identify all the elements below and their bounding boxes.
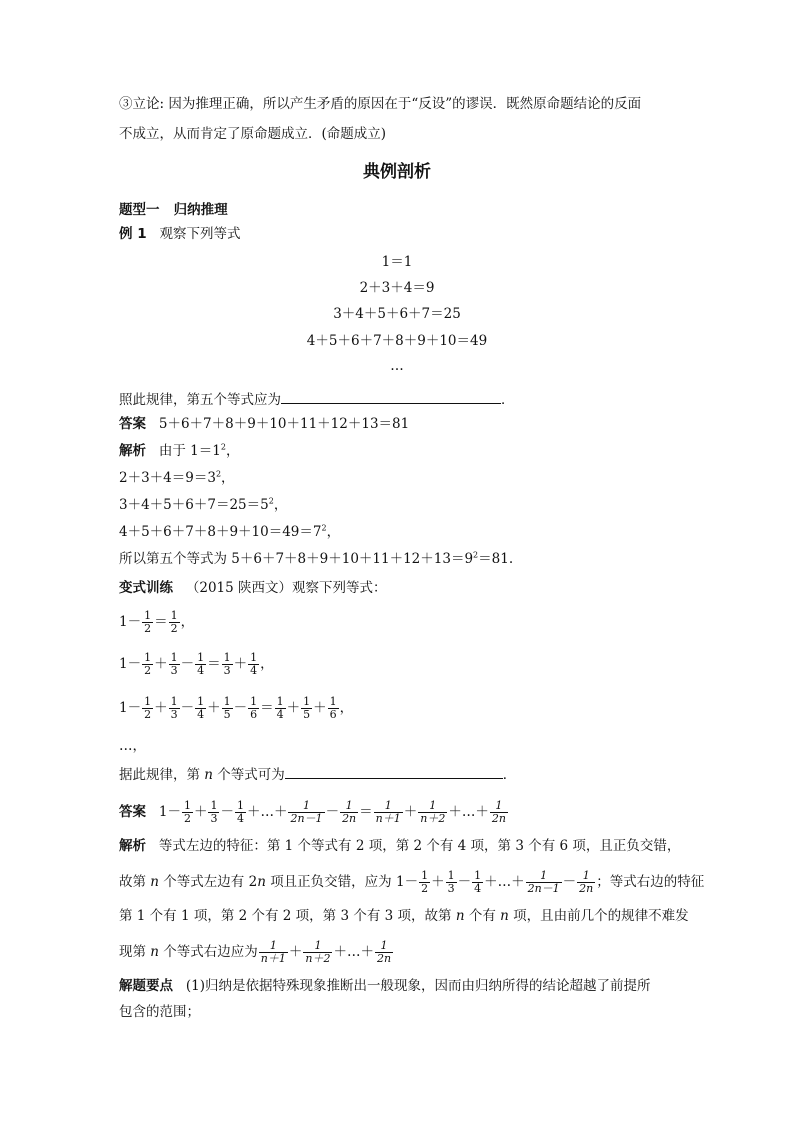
tips-label: 解题要点 (119, 978, 173, 994)
variant-analysis-3: 第 1 个有 1 项，第 2 个有 2 项，第 3 个有 3 项，故第 n 个有 n 项，且由前几个的规律不难发 (119, 908, 689, 924)
variant-analysis-4: 现第 n 个等式右边应为 $\frac{1}{n+1}$ ＋ $\frac{1}{n+2}$ ＋…＋ $\frac{1}{2n}$ (119, 939, 392, 965)
variant-analysis-2: 故第 n 个等式左边有 2n 项且正负交错，应为 1－ $\frac{1}{2}$ ＋ $\frac{1}{3}$ － $\frac{1}{4}$ ＋…＋ $\frac{1}{2n-1}$ － $\frac{1}{2n}$ ；等式右边的特征 (119, 869, 705, 895)
fraction: $\frac{1}{6}$ (329, 695, 337, 721)
superscript: 2 (268, 496, 274, 506)
term: ＋ (233, 656, 248, 672)
fraction: $\frac{1}{3}$ (223, 651, 231, 677)
tips-line-1 (119, 978, 651, 994)
analysis-line-3 (119, 497, 287, 513)
term: ＝ (207, 656, 221, 672)
question-end: ． (502, 767, 517, 783)
example1-answer (119, 416, 409, 432)
fraction: $\frac{1}{4}$ (197, 695, 205, 721)
fraction: $\frac{1}{2n}$ (342, 799, 357, 825)
term: ＋ (154, 656, 168, 672)
superscript: 2 (473, 550, 479, 560)
example1-label: 例 1 (119, 226, 147, 242)
term: ＝ (154, 614, 168, 630)
intro-line-2: 不成立，从而肯定了原命题成立．(命题成立) (119, 126, 387, 142)
variant-answer: 答案 1－ $\frac{1}{2}$ ＋ $\frac{1}{3}$ － $\frac{1}{4}$ ＋…＋ $\frac{1}{2n-1}$ － $\frac{1}{2n}$ ＝ $\frac{1}{n+1}$ ＋ $\frac{1}{n+2}$ ＋…＋ $\frac{1}{2n}$ (119, 799, 506, 825)
fraction: $\frac{1}{4}$ (250, 651, 258, 677)
type1-name: 归纳推理 (173, 202, 228, 218)
variant-eq-1 (119, 610, 194, 635)
analysis-label: 解析 (119, 443, 146, 459)
fraction: $\frac{1}{2}$ (183, 799, 191, 825)
fraction: $\frac{1}{n+2}$ (305, 939, 331, 965)
answer-blank[interactable] (281, 390, 501, 404)
fraction: $\frac{1}{3}$ (170, 651, 178, 677)
analysis-line-5 (119, 551, 513, 567)
analysis-line-1 (119, 443, 239, 459)
analysis-text: 3＋4＋5＋6＋7＝25＝5 (119, 497, 269, 513)
analysis-text: 由于 1＝1 (158, 443, 221, 459)
fraction: $\frac{1}{2n-1}$ (290, 799, 323, 825)
fraction: $\frac{1}{n+1}$ (260, 939, 286, 965)
fraction: $\frac{1}{2}$ (170, 609, 178, 635)
fraction: $\frac{1}{3}$ (170, 695, 178, 721)
example1-heading (119, 226, 240, 242)
answer-blank[interactable] (285, 765, 503, 779)
fraction: $\frac{1}{6}$ (250, 695, 258, 721)
question-text: 个等式可为 (217, 767, 285, 783)
fraction: $\frac{1}{2}$ (144, 651, 152, 677)
variant-question (119, 765, 516, 783)
question-text: 据此规律，第 (119, 767, 200, 783)
punct: ， (260, 656, 274, 672)
variant-ellipsis: …， (119, 738, 146, 754)
section-title: 典例剖析 (363, 162, 431, 182)
term: － (180, 656, 195, 672)
punct: ， (326, 524, 341, 540)
fraction: $\frac{1}{2n}$ (491, 799, 506, 825)
analysis-text: 所以第五个等式为 5＋6＋7＋8＋9＋10＋11＋12＋13＝9 (119, 551, 474, 567)
equation-ellipsis: … (390, 358, 404, 374)
question-text: 照此规律，第五个等式应为 (119, 392, 281, 408)
equation-2: 2＋3＋4＝9 (359, 280, 435, 296)
fraction: $\frac{1}{2n}$ (579, 869, 594, 895)
answer-label: 答案 (119, 416, 146, 432)
fraction: $\frac{1}{2}$ (144, 609, 152, 635)
question-end: ． (501, 392, 515, 408)
term: 1－ (119, 700, 142, 716)
analysis-text: 等式左边的特征：第 1 个等式有 2 项，第 2 个有 4 项，第 3 个有 6 项，且正负交错， (158, 838, 681, 854)
fraction: $\frac{1}{n+1}$ (375, 799, 401, 825)
equation-4: 4＋5＋6＋7＋8＋9＋10＝49 (306, 333, 488, 349)
type1-heading (119, 202, 228, 218)
tips-line-2: 包含的范围； (119, 1004, 200, 1020)
punct: ， (225, 443, 240, 459)
superscript: 2 (321, 523, 327, 533)
variant-analysis-1 (119, 838, 680, 854)
equation-1: 1＝1 (381, 254, 413, 270)
intro-line-1: ③立论: 因为推理正确，所以产生矛盾的原因在于“反设”的谬误．既然原命题结论的反面 (119, 96, 642, 112)
fraction: $\frac{1}{4}$ (197, 651, 205, 677)
variant-eq-2 (119, 652, 274, 677)
analysis-text: 2＋3＋4＝9＝3 (119, 470, 216, 486)
variant-source: （2015 陕西文）观察下列等式： (185, 580, 387, 596)
example1-text: 观察下列等式 (159, 226, 241, 242)
superscript: 2 (215, 469, 222, 479)
punct: ， (221, 470, 235, 486)
fraction: $\frac{1}{3}$ (210, 799, 218, 825)
fraction: $\frac{1}{2n}$ (376, 939, 392, 965)
fraction: $\frac{1}{4}$ (276, 695, 284, 721)
analysis-line-4 (119, 524, 340, 540)
variant-heading (119, 580, 387, 596)
fraction: $\frac{1}{4}$ (236, 799, 244, 825)
punct: ， (180, 614, 195, 630)
analysis-line-2 (119, 470, 235, 486)
variant-eq-3: 1－ $\frac{1}{2}$ ＋ $\frac{1}{3}$ － $\frac{1}{4}$ ＋ $\frac{1}{5}$ － $\frac{1}{6}$ ＝ $\frac{1}{4}$ ＋ $\frac{1}{5}$ ＋ $\frac{1}{6}$ ， (119, 695, 354, 721)
analysis-text: ＝81. (478, 551, 514, 567)
fraction: $\frac{1}{2n-1}$ (527, 869, 560, 895)
variant-label: 变式训练 (119, 580, 173, 596)
analysis-text: 4＋5＋6＋7＋8＋9＋10＝49＝7 (119, 524, 322, 540)
analysis-label: 解析 (119, 838, 146, 854)
example1-question (119, 390, 515, 408)
fraction: $\frac{1}{5}$ (303, 695, 311, 721)
answer-label: 答案 (119, 804, 146, 820)
fraction: $\frac{1}{2}$ (144, 695, 152, 721)
fraction: $\frac{1}{4}$ (474, 869, 482, 895)
fraction: $\frac{1}{2}$ (421, 869, 429, 895)
fraction: $\frac{1}{n+2}$ (420, 799, 446, 825)
fraction: $\frac{1}{3}$ (447, 869, 455, 895)
punct: ， (273, 497, 288, 513)
tips-text: (1)归纳是依据特殊现象推断出一般现象，因而由归纳所得的结论超越了前提所 (185, 978, 651, 994)
fraction: $\frac{1}{5}$ (223, 695, 231, 721)
superscript: 2 (220, 442, 226, 452)
type1-label: 题型一 (119, 202, 160, 218)
term: 1－ (119, 656, 142, 672)
term: 1－ (119, 614, 142, 630)
answer-text: 5＋6＋7＋8＋9＋10＋11＋12＋13＝81 (158, 416, 410, 432)
equation-3: 3＋4＋5＋6＋7＝25 (333, 306, 461, 322)
var-n: n (204, 767, 213, 783)
